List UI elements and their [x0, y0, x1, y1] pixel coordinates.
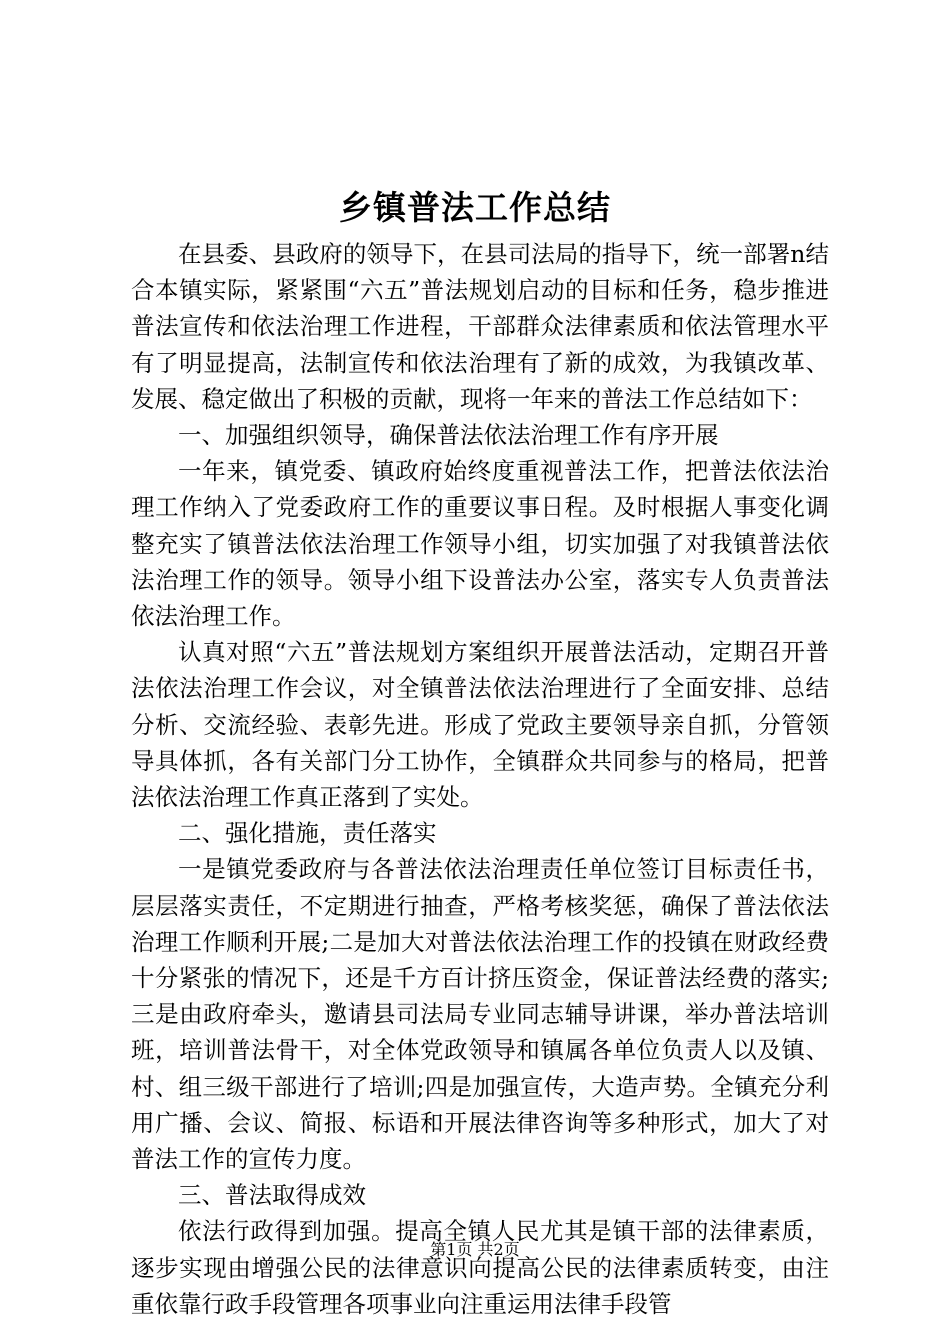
paragraph-intro: 在县委、县政府的领导下，在县司法局的指导下，统一部署n结合本镇实际，紧紧围“六五”普法规划启动的目标和任务，稳步推进普法宣传和依法治理工作进程，干部群众法律素质和依法管理水平有了明显提高，法制宣传和依法治理有了新的成效，为我镇改革、发展、稳定做出了积极的贡献，现将一年来的普法工作总结如下： — [131, 240, 829, 413]
document-body — [131, 236, 829, 1322]
section-heading-3: 三、普法取得成效 — [178, 1181, 366, 1210]
section-heading-1: 一、加强组织领导，确保普法依法治理工作有序开展 — [178, 421, 719, 450]
page-footer: 第1页 共2页 — [430, 1240, 520, 1259]
paragraph-section-2: 一是镇党委政府与各普法依法治理责任单位签订目标责任书，层层落实责任，不定期进行抽查，严格考核奖惩，确保了普法依法治理工作顺利开展;二是加大对普法依法治理工作的投镇在财政经费十分紧张的情况下，还是千方百计挤压资金，保证普法经费的落实;三是由政府牵头，邀请县司法局专业同志辅导讲课，举办普法培训班，培训普法骨干，对全体党政领导和镇属各单位负责人以及镇、村、组三级干部进行了培训;四是加强宣传，大造声势。全镇充分利用广播、会议、简报、标语和开展法律咨询等多种形式，加大了对普法工作的宣传力度。 — [131, 855, 829, 1174]
document-title: 乡镇普法工作总结 — [339, 188, 611, 227]
section-heading-2: 二、强化措施，责任落实 — [178, 819, 437, 848]
paragraph-section-3: 依法行政得到加强。提高全镇人民尤其是镇干部的法律素质，逐步实现由增强公民的法律意识向提高公民的法律素质转变，由注重依靠行政手段管理各项事业向注重运用法律手段管 — [131, 1217, 829, 1318]
paragraph-section-1a: 一年来，镇党委、镇政府始终度重视普法工作，把普法依法治理工作纳入了党委政府工作的重要议事日程。及时根据人事变化调整充实了镇普法依法治理工作领导小组，切实加强了对我镇普法依法治理工作的领导。领导小组下设普法办公室，落实专人负责普法依法治理工作。 — [131, 457, 829, 631]
paragraph-section-1b: 认真对照“六五”普法规划方案组织开展普法活动，定期召开普法依法治理工作会议，对全镇普法依法治理进行了全面安排、总结分析、交流经验、表彰先进。形成了党政主要领导亲自抓，分管领导具体抓，各有关部门分工协作，全镇群众共同参与的格局，把普法依法治理工作真正落到了实处。 — [131, 638, 829, 812]
